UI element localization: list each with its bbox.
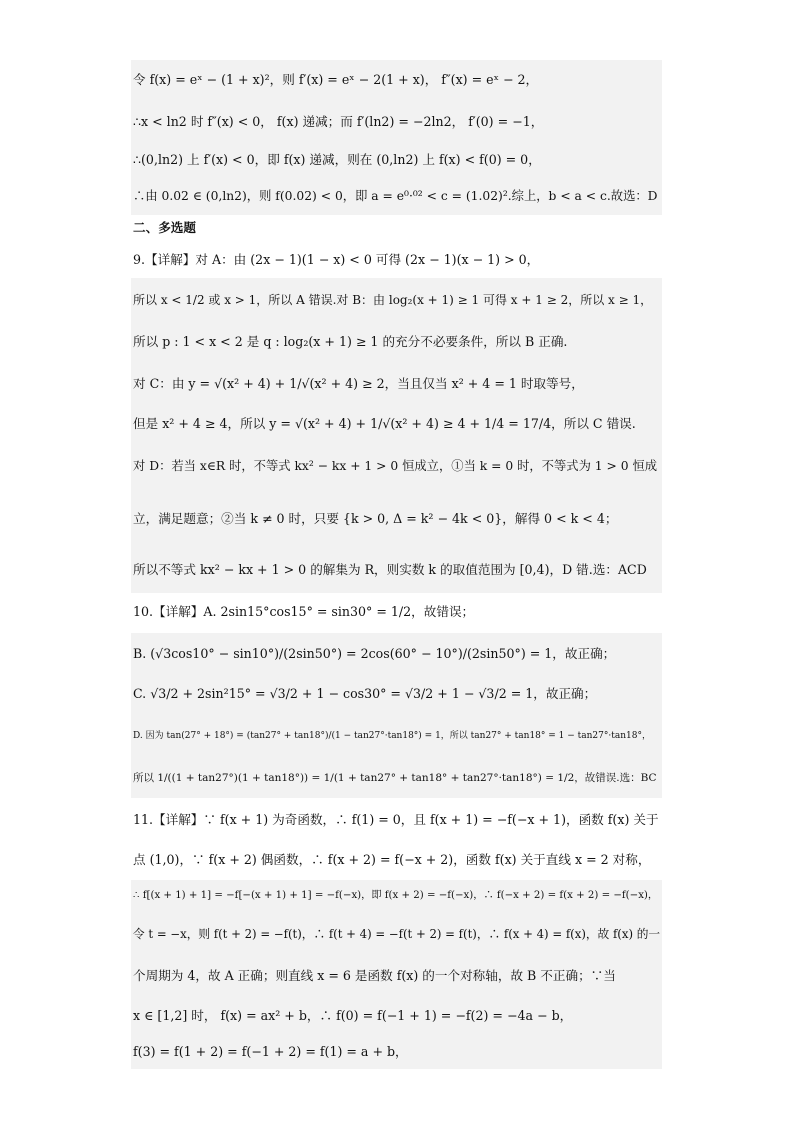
section-heading: 二、多选题 (133, 220, 196, 235)
text-line: B. (√3cos10° − sin10°)/(2sin50°) = 2cos(60° − 10°)/(2sin50°) = 1，故正确； (133, 646, 616, 661)
text-line: 立，满足题意；②当 k ≠ 0 时，只要 {k > 0, Δ = k² − 4k < 0}，解得 0 < k < 4； (133, 511, 618, 526)
text-line: 令 t = −x，则 f(t + 2) = −f(t)，∴ f(t + 4) = −f(t + 2) = f(t)，∴ f(x + 4) = f(x)，故 f(x) 的一 (133, 927, 661, 941)
text-line: 点 (1,0)，∵ f(x + 2) 偶函数，∴ f(x + 2) = f(−x + 2)，函数 f(x) 关于直线 x = 2 对称， (133, 852, 651, 867)
text-line: 9.【详解】对 A：由 (2x − 1)(1 − x) < 0 可得 (2x − 1)(x − 1) > 0， (133, 252, 540, 267)
text-line: 所以 1/((1 + tan27°)(1 + tan18°)) = 1/(1 + tan27° + tan18° + tan27°·tan18°) = 1/2，故错误.选：BC (133, 772, 657, 784)
text-line: ∴ f[(x + 1) + 1] = −f[−(x + 1) + 1] = −f(−x)，即 f(x + 2) = −f(−x)，∴ f(−x + 2) = f(x + 2) = −f(−x)， (133, 890, 659, 901)
text-line: ∴由 0.02 ∈ (0,ln2)，则 f(0.02) < 0，即 a = e⁰·⁰² < c = (1.02)².综上，b < a < c.故选：D (133, 189, 658, 203)
text-line: 令 f(x) = eˣ − (1 + x)²，则 f′(x) = eˣ − 2(1 + x)， f″(x) = eˣ − 2， (133, 72, 539, 87)
text-line: D. 因为 tan(27° + 18°) = (tan27° + tan18°)/(1 − tan27°·tan18°) = 1，所以 tan27° + tan18° = 1 − tan27°·tan18°， (133, 731, 651, 741)
text-line: ∴(0,ln2) 上 f′(x) < 0，即 f(x) 递减，则在 (0,ln2) 上 f(x) < f(0) = 0， (133, 152, 541, 167)
text-line: C. √3/2 + 2sin²15° = √3/2 + 1 − cos30° = √3/2 + 1 − √3/2 = 1，故正确； (133, 686, 597, 701)
text-line: ∴x < ln2 时 f″(x) < 0， f(x) 递减；而 f′(ln2) = −2ln2， f′(0) = −1， (133, 114, 544, 129)
text-line: 所以不等式 kx² − kx + 1 > 0 的解集为 R，则实数 k 的取值范围为 [0,4)，D 错.选：ACD (133, 562, 647, 577)
text-line: 个周期为 4，故 A 正确；则直线 x = 6 是函数 f(x) 的一个对称轴，故 B 不正确；∵当 (133, 968, 616, 983)
text-line: 但是 x² + 4 ≥ 4，所以 y = √(x² + 4) + 1/√(x² + 4) ≥ 4 + 1/4 = 17/4，所以 C 错误. (133, 416, 636, 431)
text-line: 对 C：由 y = √(x² + 4) + 1/√(x² + 4) ≥ 2，当且仅当 x² + 4 = 1 时取等号， (133, 376, 584, 391)
text-line: 所以 p : 1 < x < 2 是 q : log₂(x + 1) ≥ 1 的充分不必要条件，所以 B 正确. (133, 334, 568, 349)
text-line: 10.【详解】A. 2sin15°cos15° = sin30° = 1/2，故错误； (133, 604, 475, 619)
text-line: f(3) = f(1 + 2) = f(−1 + 2) = f(1) = a + b， (133, 1044, 408, 1059)
text-line: 11.【详解】∵ f(x + 1) 为奇函数，∴ f(1) = 0，且 f(x + 1) = −f(−x + 1)，函数 f(x) 关于 (133, 812, 659, 827)
text-line: 所以 x < 1/2 或 x > 1，所以 A 错误.对 B：由 log₂(x + 1) ≥ 1 可得 x + 1 ≥ 2，所以 x ≥ 1， (133, 293, 653, 307)
text-line: 对 D：若当 x∈R 时，不等式 kx² − kx + 1 > 0 恒成立，①当 k = 0 时，不等式为 1 > 0 恒成 (133, 459, 658, 473)
text-line: x ∈ [1,2] 时， f(x) = ax² + b，∴ f(0) = f(−1 + 1) = −f(2) = −4a − b， (133, 1008, 573, 1023)
